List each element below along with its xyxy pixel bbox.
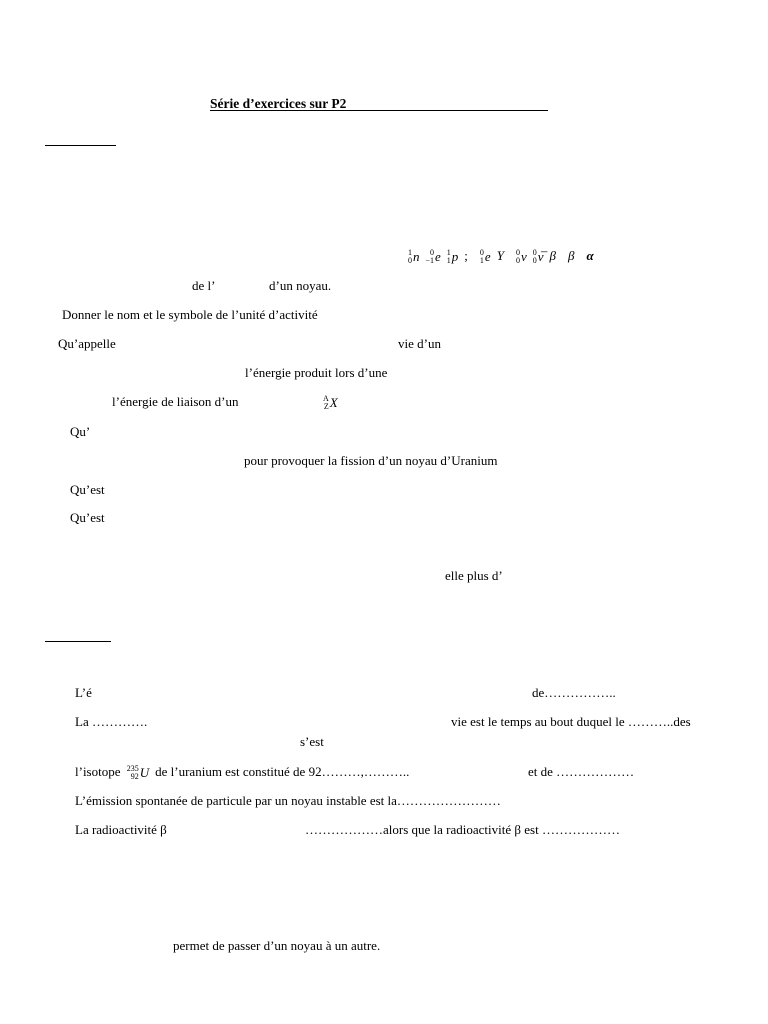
text-line: Donner le nom et le symbole de l’unité d’activité xyxy=(62,307,318,322)
page-title: Série d’exercices sur P2 xyxy=(210,96,347,111)
text-line: Qu’est xyxy=(70,482,105,497)
text-line: Qu’est xyxy=(70,510,105,525)
text-line: de…………….. xyxy=(532,685,616,700)
particle-symbols xyxy=(408,248,606,265)
particle-symbol: α xyxy=(586,248,594,263)
text-line: L’é xyxy=(75,685,92,700)
text-line: d’un noyau. xyxy=(269,278,332,293)
text-line: et de ……………… xyxy=(528,764,635,779)
text-line: elle plus d’ xyxy=(445,568,503,583)
particle-nuclide: 1 1 p xyxy=(446,248,459,266)
particle-symbol: Υ xyxy=(496,248,504,263)
particle-nuclide: 0 1 e xyxy=(479,248,491,266)
text-line: La radioactivité β xyxy=(75,822,167,837)
particle-nuclide: 0 0 ν̅ xyxy=(532,248,544,266)
text-line: La …………. xyxy=(75,714,148,729)
text-line: pour provoquer la fission d’un noyau d’Uranium xyxy=(244,453,498,468)
nuclide-u235: 235 92 U xyxy=(126,764,150,782)
particle-nuclide: 0 0 ν xyxy=(515,248,527,266)
separator: ; xyxy=(464,248,468,263)
text-line: l’énergie produit lors d’une xyxy=(245,365,388,380)
text-line: ………………alors que la radioactivité β est ……………… xyxy=(305,822,620,837)
text-line: Qu’ xyxy=(70,424,91,439)
nuclide-x: A Z X xyxy=(323,394,338,412)
text-line: vie est le temps au bout duquel le ………..des xyxy=(451,714,691,729)
text-line: de l’ xyxy=(192,278,216,293)
text-line: l’isotope 235 92 U de l’uranium est constitué de 92………,……….. xyxy=(75,764,410,782)
text-line: l’énergie de liaison d’un xyxy=(112,394,239,409)
text-line: Qu’appelle xyxy=(58,336,116,351)
particle-nuclide: 0 −1 e xyxy=(425,248,441,266)
text-line: L’émission spontanée de particule par un noyau instable est la…………………… xyxy=(75,793,501,808)
particle-symbol: β xyxy=(567,248,575,263)
text-line: permet de passer d’un noyau à un autre. xyxy=(173,938,381,953)
text-line: s’est xyxy=(300,734,324,749)
particle-symbol: β xyxy=(549,248,556,263)
particle-nuclide: 1 0 n xyxy=(408,248,420,266)
section-divider xyxy=(45,641,111,642)
text-line: vie d’un xyxy=(398,336,441,351)
title-underline xyxy=(210,110,548,111)
section-divider xyxy=(45,145,116,146)
